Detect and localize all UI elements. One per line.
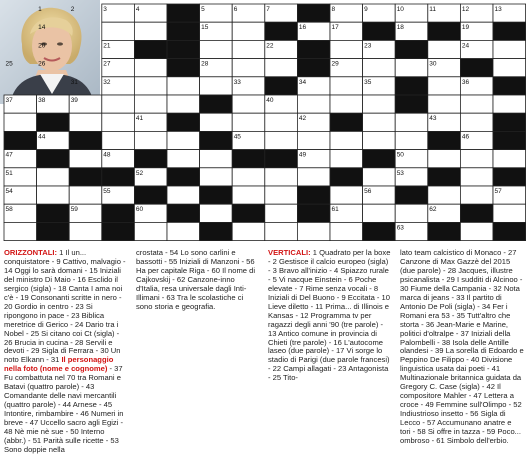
- cell-number: 35: [364, 78, 372, 86]
- black-cell: [460, 204, 493, 222]
- cell-number: 59: [70, 206, 78, 214]
- grid-cell[interactable]: [395, 113, 428, 131]
- grid-cell[interactable]: [428, 40, 461, 58]
- orizzontali-heading: ORIZZONTALI:: [4, 248, 58, 257]
- black-cell: [330, 113, 363, 131]
- black-cell: [493, 131, 526, 149]
- cell-number: 8: [331, 6, 336, 13]
- cell-number: 1: [38, 6, 42, 13]
- black-cell: [102, 222, 135, 240]
- grid-cell[interactable]: [200, 204, 233, 222]
- cell-number: 16: [298, 24, 307, 32]
- black-cell: [297, 59, 330, 77]
- grid-cell[interactable]: [297, 131, 330, 149]
- grid-cell[interactable]: [134, 131, 167, 149]
- cell-number: 3: [103, 6, 107, 13]
- black-cell: [493, 77, 526, 95]
- grid-cell[interactable]: [37, 168, 70, 186]
- grid-cell[interactable]: [232, 95, 265, 113]
- cell-number: 37: [5, 97, 13, 104]
- grid-cell[interactable]: [167, 222, 200, 240]
- cell-number: 29: [331, 60, 339, 68]
- grid-cell[interactable]: [134, 95, 167, 113]
- grid-cell[interactable]: [4, 113, 37, 131]
- cell-number: 50: [396, 151, 404, 159]
- grid-cell[interactable]: [167, 186, 200, 204]
- grid-cell[interactable]: [428, 186, 461, 204]
- cell-number: 14: [38, 24, 46, 32]
- black-cell: [167, 113, 200, 131]
- grid-cell[interactable]: [232, 59, 265, 77]
- cell-number: 56: [364, 188, 372, 195]
- clues-section: [4, 248, 524, 454]
- cell-number: 17: [331, 24, 339, 32]
- grid-cell[interactable]: [330, 150, 363, 168]
- black-cell: [297, 4, 330, 22]
- verticali-text: 1 Quadrato per la boxe - 2 Gestisce il calcio europeo (sigla) - 3 Bravo all'inizio - 4 Spiazzo rurale - 5 Vi nacque Einstein - 6 Poche elevate - 7 Rime senza vocali - 8 Iniziali di Del Buono - 9 Eccitata - 10 Lieve diletto - 11 Prima... di Illinois e Kansas - 12 Programma tv per ragazzi degli anni '90 (tre parole) - 13 Antico comune in provincia di Chieti (tre parole) - 16 L'autocome laseo (due parole) - 17 Vi sorge lo stadio di Parigi (due parole francesi) - 22 Campi allagati - 23 Antagonista - 25 Tito-: [268, 248, 391, 383]
- black-cell: [395, 95, 428, 113]
- cell-number: 10: [396, 6, 404, 13]
- verticali-continued: lato team calcistico di Monaco - 27 Canzone di Max Gazzè del 2015 (due parole) - 28 Jacques, illustre psicanalista - 29 I sudditi di Alcinoo - 30 Fiume della Campania - 32 Nota marca di jeans - 33 Il partito di Antonio De Poli (sigla) - 34 Fer i Romani era 53 - 35 Tutt'altro che storta - 36 Jean-Marie e Marine, politici d'oltralpe - 37 Iniziali della Palombelli - 38 Isola delle Antille olandesi - 39 La sorella di Edoardo e Peppino De Filippo - 40 Divisione linguistica usata dai poeti - 41 Multinazionale britannica guidata da Gregory C. Case (sigla) - 42 Il compositore Mahler - 47 Lettera a croce - 49 Femmine sull'Olimpo - 52 Indiustrioso insetto - 56 Sigla di Lecco - 57 Accumunano anatre e tori - 58 Si offre in tazza - 59 Poco... ombroso - 61 Simbolo dell'erbio.: [400, 248, 524, 446]
- grid-cell[interactable]: [232, 168, 265, 186]
- grid-cell[interactable]: [102, 22, 135, 40]
- grid-cell[interactable]: [200, 40, 233, 58]
- grid-cell[interactable]: [134, 222, 167, 240]
- black-cell: [460, 59, 493, 77]
- black-cell: [69, 168, 102, 186]
- black-cell: [265, 22, 298, 40]
- cell-number: 62: [429, 206, 437, 214]
- grid-cell[interactable]: [37, 186, 70, 204]
- black-cell: [134, 150, 167, 168]
- cell-number: 11: [429, 6, 437, 13]
- black-cell: [493, 113, 526, 131]
- clues-col-3: [268, 249, 392, 405]
- cell-number: 4: [135, 6, 140, 13]
- black-cell: [200, 186, 233, 204]
- grid-cell[interactable]: [363, 168, 396, 186]
- grid-cell[interactable]: [363, 59, 396, 77]
- grid-cell[interactable]: [200, 168, 233, 186]
- grid-cell[interactable]: [297, 222, 330, 240]
- black-cell: [265, 77, 298, 95]
- cell-number: 34: [298, 78, 307, 86]
- cell-number: 49: [298, 151, 307, 159]
- grid-cell[interactable]: [232, 22, 265, 40]
- cell-number: 42: [298, 115, 307, 123]
- grid-cell[interactable]: [330, 77, 363, 95]
- grid-cell[interactable]: [297, 95, 330, 113]
- orizzontali-text: 1 Il un... conquistatore - 9 Cattivo, malvagio - 14 Oggi lo sarà domani - 15 Iniziali del ministro Di Maio - 16 Esclido il sergico (sigla) - 18 Canta I ama noi c'è - 19 Consonanti scritte in nero - 20 Gordio in centro - 23 Si ripongono in pace - 23 Biblica meretrice di Gerico - 24 Dario tra i Nobel - 25 Si citano coi Ct (sigla) - 26 Brucia in cucina - 28 Servili e devoti - 29 Sigla di Ferrara - 30 Un noto Elkann - 31: [4, 248, 126, 365]
- cell-number: 53: [396, 169, 404, 177]
- cell-number: 36: [461, 78, 470, 86]
- grid-cell[interactable]: [330, 186, 363, 204]
- grid-cell[interactable]: [102, 113, 135, 131]
- grid-cell[interactable]: [232, 40, 265, 58]
- grid-cell[interactable]: [493, 150, 526, 168]
- cell-number: 33: [233, 78, 241, 86]
- grid-cell[interactable]: [69, 113, 102, 131]
- black-cell: [363, 222, 396, 240]
- clues-col-1: [4, 248, 128, 454]
- cell-number: 19: [461, 24, 470, 32]
- grid-cell[interactable]: [493, 59, 526, 77]
- grid-cell[interactable]: [69, 222, 102, 240]
- grid-cell[interactable]: [265, 204, 298, 222]
- cell-number: 41: [135, 115, 144, 123]
- black-cell: [363, 150, 396, 168]
- cell-number: 24: [461, 42, 470, 50]
- clues-col-2: [136, 249, 260, 405]
- cell-number: 57: [494, 188, 502, 195]
- grid-cell[interactable]: [102, 131, 135, 149]
- black-cell: [167, 22, 200, 40]
- grid-cell[interactable]: [330, 222, 363, 240]
- cell-number: 26: [38, 60, 46, 68]
- grid-cell[interactable]: [330, 40, 363, 58]
- cell-number: 9: [364, 6, 368, 13]
- clues-col-4: [400, 248, 524, 446]
- cell-number: 2: [70, 6, 75, 13]
- grid-cell[interactable]: [102, 95, 135, 113]
- black-cell: [428, 222, 461, 240]
- black-cell: [102, 204, 135, 222]
- black-cell: [297, 204, 330, 222]
- cell-number: 55: [103, 188, 111, 195]
- grid-cell[interactable]: [167, 95, 200, 113]
- grid-cell[interactable]: [69, 186, 102, 204]
- black-cell: [395, 40, 428, 58]
- black-cell: [493, 222, 526, 240]
- black-cell: [4, 131, 37, 149]
- grid-cell[interactable]: [428, 95, 461, 113]
- grid-cell[interactable]: [232, 186, 265, 204]
- cell-number: 6: [233, 6, 238, 13]
- grid-cell[interactable]: [428, 77, 461, 95]
- black-cell: [232, 204, 265, 222]
- black-cell: [395, 186, 428, 204]
- grid-cell[interactable]: [134, 59, 167, 77]
- black-cell: [395, 77, 428, 95]
- grid-cell[interactable]: [297, 168, 330, 186]
- black-cell: [134, 40, 167, 58]
- cell-number: 52: [135, 169, 144, 177]
- cell-number: 61: [331, 206, 339, 214]
- grid-cell[interactable]: [460, 113, 493, 131]
- cell-number: 58: [5, 206, 13, 214]
- cell-number: 63: [396, 224, 404, 232]
- verticali-heading: VERTICALI:: [268, 248, 311, 257]
- grid-cell[interactable]: [395, 204, 428, 222]
- cell-number: 44: [38, 133, 46, 141]
- cell-number: 47: [5, 151, 13, 159]
- black-cell: [167, 168, 200, 186]
- black-cell: [134, 186, 167, 204]
- black-cell: [37, 204, 70, 222]
- cell-number: 28: [201, 60, 209, 68]
- cell-number: 22: [266, 42, 274, 50]
- orizzontali-text-2: - 37 Fu combattuta nel 70 tra Romani e Batavi (quattro parole) - 43 Comandante delle navi mercantili (quattro parole) - 44 Arnese - 45 Intontire, rimbambire - 46 Numeri in breve - 47 Uccello sacro agli Egizi - 48 Nè mie nè sue - 50 Interno (abbr.) - 51 Parità sulle ricette - 53 Sono doppie nella: [4, 364, 124, 454]
- black-cell: [363, 22, 396, 40]
- cell-number: 15: [201, 24, 209, 32]
- black-cell: [428, 22, 461, 40]
- grid-cell[interactable]: [69, 150, 102, 168]
- grid-cell[interactable]: [200, 113, 233, 131]
- grid-cell[interactable]: [363, 113, 396, 131]
- black-cell: [102, 168, 135, 186]
- grid-cell[interactable]: [265, 222, 298, 240]
- grid-cell[interactable]: [363, 131, 396, 149]
- grid-cell[interactable]: [493, 40, 526, 58]
- grid-cell[interactable]: [265, 131, 298, 149]
- grid-cell[interactable]: [265, 168, 298, 186]
- black-cell: [297, 186, 330, 204]
- grid-cell[interactable]: [493, 95, 526, 113]
- black-cell: [493, 22, 526, 40]
- cell-number: 21: [103, 42, 111, 50]
- cell-number: 51: [5, 169, 13, 177]
- grid-cell[interactable]: [460, 168, 493, 186]
- cell-number: 48: [103, 151, 111, 159]
- black-cell: [167, 40, 200, 58]
- cell-number: 38: [38, 97, 46, 104]
- grid-cell[interactable]: [395, 59, 428, 77]
- grid-cell[interactable]: [363, 204, 396, 222]
- grid-cell[interactable]: [232, 222, 265, 240]
- black-cell: [37, 150, 70, 168]
- black-cell: [232, 150, 265, 168]
- black-cell: [330, 168, 363, 186]
- grid-cell[interactable]: [167, 150, 200, 168]
- grid-cell[interactable]: [200, 150, 233, 168]
- black-cell: [37, 113, 70, 131]
- black-cell: [200, 131, 233, 149]
- black-cell: [200, 222, 233, 240]
- grid-cell[interactable]: [460, 95, 493, 113]
- highlight-clue: Il personaggio nella foto (nome e cognome): [4, 355, 114, 374]
- grid-cell[interactable]: [493, 204, 526, 222]
- grid-cell[interactable]: [232, 113, 265, 131]
- grid-cell[interactable]: [460, 186, 493, 204]
- black-cell: [167, 59, 200, 77]
- grid-cell[interactable]: [265, 59, 298, 77]
- grid-cell[interactable]: [265, 186, 298, 204]
- grid-cell[interactable]: [265, 113, 298, 131]
- grid-cell[interactable]: [460, 222, 493, 240]
- grid-cell[interactable]: [330, 95, 363, 113]
- cell-number: 39: [70, 97, 78, 104]
- cell-number: 20: [38, 42, 46, 50]
- grid-cell[interactable]: [428, 150, 461, 168]
- cell-number: 45: [233, 133, 241, 141]
- black-cell: [297, 40, 330, 58]
- grid-cell[interactable]: [395, 131, 428, 149]
- black-cell: [428, 168, 461, 186]
- black-cell: [265, 150, 298, 168]
- black-cell: [428, 131, 461, 149]
- black-cell: [37, 222, 70, 240]
- cell-number: 18: [396, 24, 404, 32]
- cell-number: 23: [364, 42, 372, 50]
- grid-cell[interactable]: [134, 22, 167, 40]
- cell-number: 31: [70, 78, 78, 86]
- cell-number: 54: [5, 188, 13, 195]
- black-cell: [493, 168, 526, 186]
- cell-number: 60: [135, 206, 144, 214]
- black-cell: [167, 204, 200, 222]
- cell-number: 27: [103, 60, 111, 68]
- cell-number: 40: [266, 97, 274, 104]
- cell-number: 46: [461, 133, 470, 141]
- grid-cell[interactable]: [330, 131, 363, 149]
- grid-cell[interactable]: [460, 150, 493, 168]
- grid-cell[interactable]: [363, 95, 396, 113]
- black-cell: [69, 131, 102, 149]
- cell-number: 5: [201, 6, 205, 13]
- grid-cell[interactable]: [200, 77, 233, 95]
- grid-cell[interactable]: [167, 77, 200, 95]
- cell-number: 12: [461, 6, 470, 13]
- grid-cell[interactable]: [134, 77, 167, 95]
- cell-number: 32: [103, 78, 111, 86]
- cell-number: 25: [5, 60, 13, 68]
- black-cell: [167, 4, 200, 22]
- cell-number: 30: [429, 60, 437, 68]
- orizzontali-continued: crostata - 54 Lo sono carlini e bassotti - 55 Iniziali di Manzoni - 56 Ha per capitale Riga - 60 Il nome di Cajkovskij - 62 Canzone-inno d'Italia, resa universale dagli Inti-Illimani - 63 Tra le scolastiche ci sono storia e geografia.: [136, 248, 256, 311]
- cell-number: 7: [266, 6, 270, 13]
- grid-cell[interactable]: [167, 131, 200, 149]
- black-cell: [200, 95, 233, 113]
- cell-number: 43: [429, 115, 437, 123]
- grid-cell[interactable]: [4, 222, 37, 240]
- cell-number: 13: [494, 6, 502, 13]
